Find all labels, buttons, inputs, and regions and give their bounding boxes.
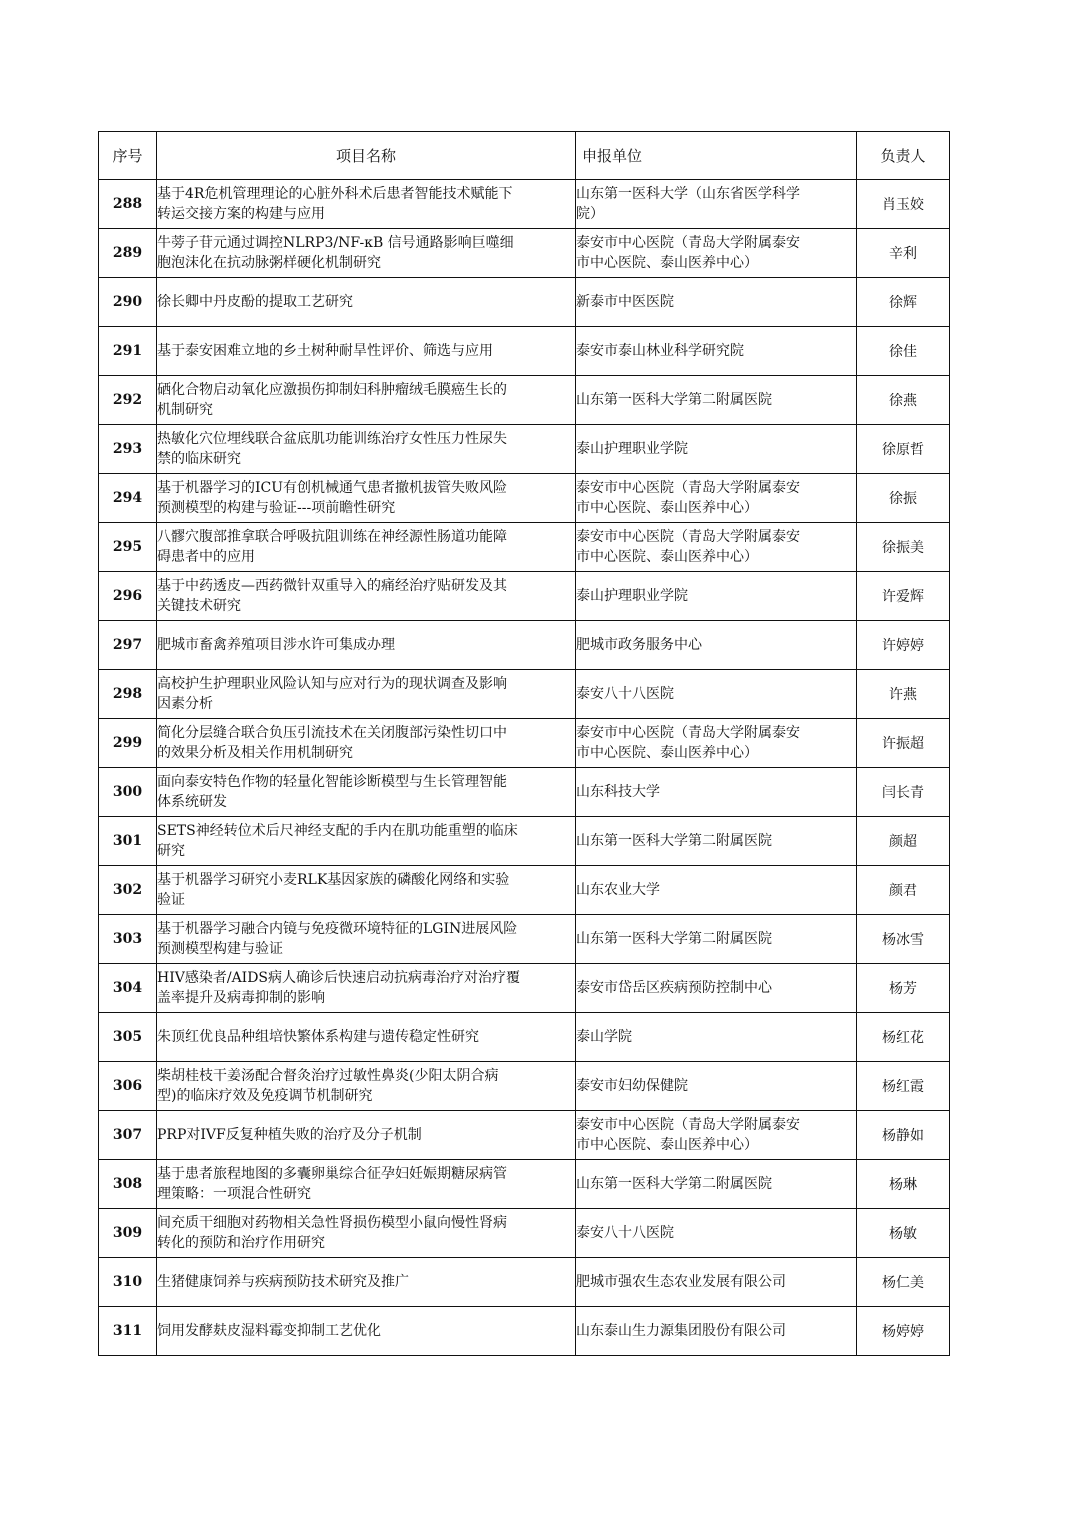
header-lead: 负责人: [857, 132, 950, 180]
project-name-line: 盖率提升及病毒抑制的影响: [157, 990, 325, 1006]
project-name-cell: [157, 180, 576, 229]
header-unit: 申报单位: [576, 132, 857, 180]
applicant-unit-line: 泰安市中心医院（青岛大学附属泰安: [576, 480, 800, 496]
applicant-unit-line: 泰安八十八医院: [576, 1225, 674, 1241]
row-number: 304: [99, 964, 157, 1013]
project-name-cell: [157, 817, 576, 866]
applicant-unit-cell: [576, 866, 857, 915]
row-number: 299: [99, 719, 157, 768]
project-name-line: SETS神经转位术后尺神经支配的手内在肌功能重塑的临床: [157, 823, 518, 839]
project-lead-cell: 许爱辉: [857, 572, 950, 621]
applicant-unit-line: 市中心医院、泰山医养中心）: [576, 255, 758, 271]
table-row: [99, 1307, 950, 1356]
project-name-line: 型)的临床疗效及免疫调节机制研究: [157, 1088, 373, 1104]
table-row: [99, 866, 950, 915]
project-name-line: 预测模型构建与验证: [157, 941, 283, 957]
applicant-unit-line: 泰安市中心医院（青岛大学附属泰安: [576, 1117, 800, 1133]
applicant-unit-line: 院）: [576, 206, 604, 222]
applicant-unit-line: 泰安市中心医院（青岛大学附属泰安: [576, 529, 800, 545]
project-name-cell: [157, 376, 576, 425]
project-lead-cell: 杨冰雪: [857, 915, 950, 964]
project-name-cell: [157, 278, 576, 327]
project-name-line: 徐长卿中丹皮酚的提取工艺研究: [157, 294, 353, 310]
project-name-line: 基于机器学习的ICU有创机械通气患者撤机拔管失败风险: [157, 480, 508, 496]
table-row: [99, 523, 950, 572]
project-lead-cell: 徐辉: [857, 278, 950, 327]
project-name-cell: [157, 327, 576, 376]
applicant-unit-cell: [576, 817, 857, 866]
table-row: [99, 572, 950, 621]
table-row: [99, 327, 950, 376]
project-name-line: 热敏化穴位埋线联合盆底肌功能训练治疗女性压力性尿失: [157, 431, 507, 447]
header-no: 序号: [99, 132, 157, 180]
table-row: [99, 719, 950, 768]
project-lead-cell: 徐佳: [857, 327, 950, 376]
project-name-line: 转化的预防和治疗作用研究: [157, 1235, 325, 1251]
project-name-line: 胞泡沫化在抗动脉粥样硬化机制研究: [157, 255, 381, 271]
table-row: [99, 964, 950, 1013]
project-name-line: PRP对IVF反复种植失败的治疗及分子机制: [157, 1127, 422, 1143]
project-name-line: 禁的临床研究: [157, 451, 241, 467]
project-name-cell: [157, 719, 576, 768]
project-name-cell: [157, 523, 576, 572]
applicant-unit-cell: [576, 1062, 857, 1111]
project-name-cell: [157, 425, 576, 474]
table-row: [99, 817, 950, 866]
project-name-cell: [157, 229, 576, 278]
applicant-unit-cell: [576, 180, 857, 229]
project-lead-cell: 杨静如: [857, 1111, 950, 1160]
project-lead-cell: 徐燕: [857, 376, 950, 425]
table-row: [99, 474, 950, 523]
row-number: 293: [99, 425, 157, 474]
table-row: [99, 1062, 950, 1111]
applicant-unit-line: 肥城市强农生态农业发展有限公司: [576, 1274, 786, 1290]
applicant-unit-cell: [576, 1209, 857, 1258]
table-row: [99, 915, 950, 964]
project-lead-cell: 许燕: [857, 670, 950, 719]
project-name-line: 简化分层缝合联合负压引流技术在关闭腹部污染性切口中: [157, 725, 507, 741]
applicant-unit-line: 山东第一医科大学（山东省医学科学: [576, 186, 800, 202]
project-name-line: 生猪健康饲养与疾病预防技术研究及推广: [157, 1274, 409, 1290]
project-lead-cell: 徐振美: [857, 523, 950, 572]
project-lead-cell: 杨敏: [857, 1209, 950, 1258]
project-lead-cell: 肖玉姣: [857, 180, 950, 229]
project-name-line: 关键技术研究: [157, 598, 241, 614]
applicant-unit-cell: [576, 768, 857, 817]
project-lead-cell: 闫长青: [857, 768, 950, 817]
row-number: 308: [99, 1160, 157, 1209]
project-name-line: 饲用发酵麸皮湿料霉变抑制工艺优化: [157, 1323, 381, 1339]
project-lead-cell: 颜君: [857, 866, 950, 915]
applicant-unit-line: 山东科技大学: [576, 784, 660, 800]
table-row: [99, 376, 950, 425]
row-number: 306: [99, 1062, 157, 1111]
header-name: 项目名称: [157, 132, 576, 180]
applicant-unit-cell: [576, 1258, 857, 1307]
row-number: 294: [99, 474, 157, 523]
row-number: 300: [99, 768, 157, 817]
applicant-unit-cell: [576, 670, 857, 719]
applicant-unit-cell: [576, 1111, 857, 1160]
project-name-cell: [157, 1258, 576, 1307]
table-row: [99, 425, 950, 474]
project-name-cell: [157, 964, 576, 1013]
table-body: [99, 180, 950, 1356]
applicant-unit-cell: [576, 719, 857, 768]
row-number: 309: [99, 1209, 157, 1258]
row-number: 289: [99, 229, 157, 278]
row-number: 297: [99, 621, 157, 670]
applicant-unit-line: 市中心医院、泰山医养中心）: [576, 1137, 758, 1153]
applicant-unit-cell: [576, 474, 857, 523]
applicant-unit-cell: [576, 327, 857, 376]
project-name-line: 机制研究: [157, 402, 213, 418]
applicant-unit-line: 市中心医院、泰山医养中心）: [576, 549, 758, 565]
table-row: [99, 1209, 950, 1258]
project-lead-cell: 徐原哲: [857, 425, 950, 474]
project-name-cell: [157, 1013, 576, 1062]
applicant-unit-cell: [576, 1013, 857, 1062]
project-name-cell: [157, 1111, 576, 1160]
project-lead-cell: 颜超: [857, 817, 950, 866]
applicant-unit-line: 泰安市中心医院（青岛大学附属泰安: [576, 235, 800, 251]
project-name-cell: [157, 866, 576, 915]
project-name-cell: [157, 621, 576, 670]
row-number: 288: [99, 180, 157, 229]
applicant-unit-line: 泰山护理职业学院: [576, 441, 688, 457]
row-number: 301: [99, 817, 157, 866]
project-lead-cell: 杨仁美: [857, 1258, 950, 1307]
table-row: [99, 768, 950, 817]
project-table: [98, 131, 950, 1356]
table-row: [99, 180, 950, 229]
row-number: 311: [99, 1307, 157, 1356]
row-number: 298: [99, 670, 157, 719]
row-number: 310: [99, 1258, 157, 1307]
project-name-line: 硒化合物启动氧化应激损伤抑制妇科肿瘤绒毛膜癌生长的: [157, 382, 507, 398]
applicant-unit-line: 泰安市妇幼保健院: [576, 1078, 688, 1094]
project-name-cell: [157, 1307, 576, 1356]
row-number: 295: [99, 523, 157, 572]
applicant-unit-cell: [576, 572, 857, 621]
applicant-unit-cell: [576, 229, 857, 278]
applicant-unit-line: 新泰市中医医院: [576, 294, 674, 310]
project-name-line: 转运交接方案的构建与应用: [157, 206, 325, 222]
applicant-unit-cell: [576, 964, 857, 1013]
row-number: 290: [99, 278, 157, 327]
table-row: [99, 670, 950, 719]
applicant-unit-line: 泰安市中心医院（青岛大学附属泰安: [576, 725, 800, 741]
project-name-cell: [157, 1160, 576, 1209]
table-row: [99, 1013, 950, 1062]
project-name-line: 验证: [157, 892, 185, 908]
applicant-unit-cell: [576, 376, 857, 425]
project-name-line: 基于机器学习研究小麦RLK基因家族的磷酸化网络和实验: [157, 872, 510, 888]
applicant-unit-cell: [576, 425, 857, 474]
project-name-cell: [157, 768, 576, 817]
project-name-line: 研究: [157, 843, 185, 859]
applicant-unit-line: 泰山学院: [576, 1029, 632, 1045]
applicant-unit-line: 泰安八十八医院: [576, 686, 674, 702]
project-name-cell: [157, 1062, 576, 1111]
project-lead-cell: 辛利: [857, 229, 950, 278]
project-name-line: 肥城市畜禽养殖项目涉水许可集成办理: [157, 637, 395, 653]
project-name-line: 间充质干细胞对药物相关急性肾损伤模型小鼠向慢性肾病: [157, 1215, 507, 1231]
project-name-cell: [157, 572, 576, 621]
project-name-line: 预测模型的构建与验证---项前瞻性研究: [157, 500, 396, 516]
table-row: [99, 278, 950, 327]
applicant-unit-cell: [576, 278, 857, 327]
project-name-line: 八髎穴腹部推拿联合呼吸抗阻训练在神经源性肠道功能障: [157, 529, 507, 545]
project-name-line: 基于泰安困难立地的乡土树种耐旱性评价、筛选与应用: [157, 343, 493, 359]
applicant-unit-cell: [576, 1160, 857, 1209]
applicant-unit-line: 山东泰山生力源集团股份有限公司: [576, 1323, 786, 1339]
applicant-unit-line: 泰山护理职业学院: [576, 588, 688, 604]
row-number: 305: [99, 1013, 157, 1062]
table-row: [99, 1258, 950, 1307]
applicant-unit-line: 山东第一医科大学第二附属医院: [576, 1176, 772, 1192]
project-name-cell: [157, 474, 576, 523]
applicant-unit-cell: [576, 915, 857, 964]
applicant-unit-line: 市中心医院、泰山医养中心）: [576, 745, 758, 761]
project-name-line: 高校护生护理职业风险认知与应对行为的现状调查及影响: [157, 676, 507, 692]
project-name-cell: [157, 1209, 576, 1258]
project-name-line: 因素分析: [157, 696, 213, 712]
project-lead-cell: 杨琳: [857, 1160, 950, 1209]
project-lead-cell: 杨红花: [857, 1013, 950, 1062]
project-name-line: 基于机器学习融合内镜与免疫微环境特征的LGIN进展风险: [157, 921, 518, 937]
project-name-cell: [157, 670, 576, 719]
project-lead-cell: 许振超: [857, 719, 950, 768]
project-name-line: HIV感染者/AIDS病人确诊后快速启动抗病毒治疗对治疗覆: [157, 970, 521, 986]
project-name-cell: [157, 915, 576, 964]
project-lead-cell: 徐振: [857, 474, 950, 523]
applicant-unit-line: 山东第一医科大学第二附属医院: [576, 833, 772, 849]
project-name-line: 理策略：一项混合性研究: [157, 1186, 311, 1202]
table-row: [99, 1111, 950, 1160]
project-name-line: 的效果分析及相关作用机制研究: [157, 745, 353, 761]
applicant-unit-line: 山东第一医科大学第二附属医院: [576, 931, 772, 947]
project-name-line: 碍患者中的应用: [157, 549, 255, 565]
project-name-line: 柴胡桂枝干姜汤配合督灸治疗过敏性鼻炎(少阳太阴合病: [157, 1068, 499, 1084]
row-number: 292: [99, 376, 157, 425]
table-row: [99, 621, 950, 670]
row-number: 307: [99, 1111, 157, 1160]
applicant-unit-line: 山东农业大学: [576, 882, 660, 898]
project-name-line: 体系统研发: [157, 794, 227, 810]
project-lead-cell: 杨婷婷: [857, 1307, 950, 1356]
applicant-unit-line: 山东第一医科大学第二附属医院: [576, 392, 772, 408]
project-name-line: 基于中药透皮—西药微针双重导入的痛经治疗贴研发及其: [157, 578, 507, 594]
applicant-unit-cell: [576, 621, 857, 670]
applicant-unit-cell: [576, 1307, 857, 1356]
project-lead-cell: 杨红霞: [857, 1062, 950, 1111]
project-lead-cell: 杨芳: [857, 964, 950, 1013]
applicant-unit-line: 肥城市政务服务中心: [576, 637, 702, 653]
applicant-unit-line: 泰安市岱岳区疾病预防控制中心: [576, 980, 772, 996]
table-row: [99, 229, 950, 278]
project-name-line: 牛蒡子苷元通过调控NLRP3/NF-κB 信号通路影响巨噬细: [157, 235, 514, 251]
project-lead-cell: 许婷婷: [857, 621, 950, 670]
project-name-line: 朱顶红优良品种组培快繁体系构建与遗传稳定性研究: [157, 1029, 479, 1045]
table-row: [99, 1160, 950, 1209]
project-name-line: 基于4R危机管理理论的心脏外科术后患者智能技术赋能下: [157, 186, 513, 202]
row-number: 302: [99, 866, 157, 915]
table-header-row: [99, 132, 950, 180]
project-name-line: 面向泰安特色作物的轻量化智能诊断模型与生长管理智能: [157, 774, 507, 790]
applicant-unit-line: 泰安市泰山林业科学研究院: [576, 343, 744, 359]
applicant-unit-cell: [576, 523, 857, 572]
row-number: 291: [99, 327, 157, 376]
project-name-line: 基于患者旅程地图的多囊卵巢综合征孕妇妊娠期糖尿病管: [157, 1166, 507, 1182]
applicant-unit-line: 市中心医院、泰山医养中心）: [576, 500, 758, 516]
row-number: 303: [99, 915, 157, 964]
row-number: 296: [99, 572, 157, 621]
